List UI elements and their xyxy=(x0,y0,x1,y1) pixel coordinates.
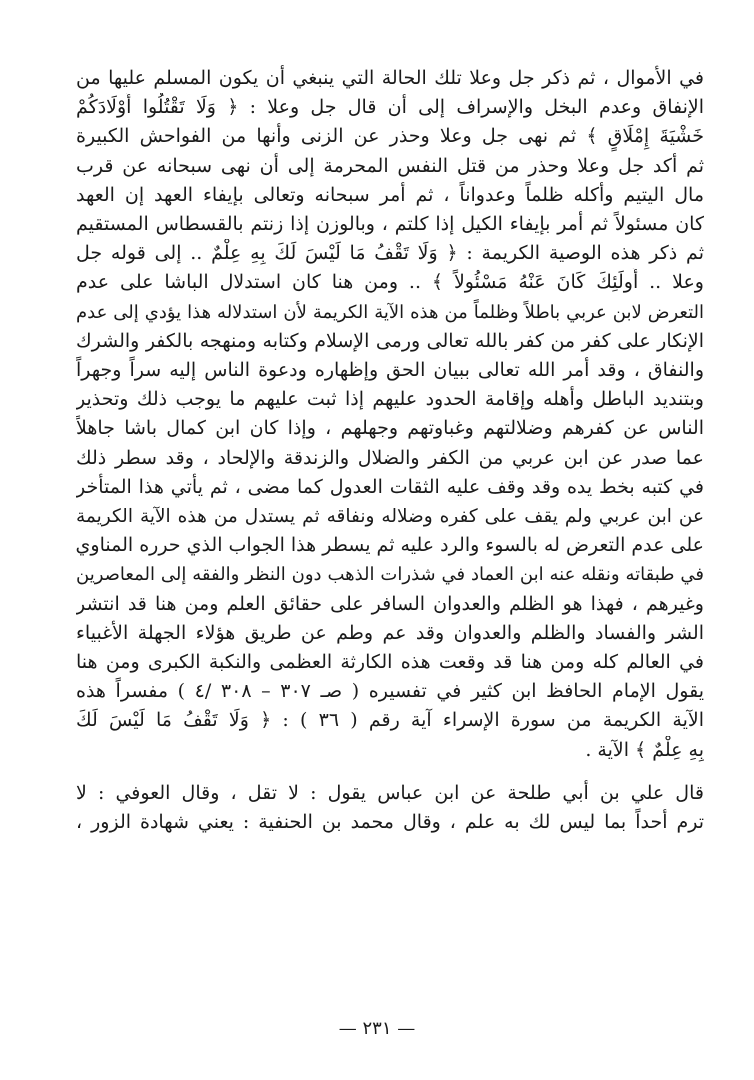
text-line: الإنكار على كفر من كفر بالله تعالى ورمى الإسلام وكتابه ومنهجه بالكفر والشرك xyxy=(76,329,704,352)
text-line: في الأموال ، ثم ذكر جل وعلا تلك الحالة التي ينبغي أن يكون المسلم عليها من xyxy=(76,67,704,89)
text-line: يقول الإمام الحافظ ابن كثير في تفسيره ( صـ ٣٠٧ – ٣٠٨ /٤ ) مفسراً هذه xyxy=(76,680,704,703)
text-line: التعرض لابن عربي باطلاً وظلماً من هذه الآية الكريمة لأن استدلاله هذا يؤدي إلى عدم xyxy=(76,301,704,323)
text-line: الإنفاق وعدم البخل والإسراف إلى أن قال جل وعلا : ﴿ وَلَا تَقْتُلُوا أَوْلَادَكُمْ xyxy=(76,96,704,119)
text-line: وبتنديد الباطل وأهله وإقامة الحدود عليهم إذا ثبت عليهم ما يوجب ذلك وتحذير xyxy=(76,388,704,411)
text-line: ثم أكد جل وعلا وحذر من قتل النفس المحرمة إلى أن نهى سبحانه عن قرب xyxy=(76,154,704,177)
text-line: عما صدر عن ابن عربي من الكفر والضلال والزندقة والإلحاد ، وقد سطر ذلك xyxy=(76,446,704,469)
text-line: والنفاق ، وقد أمر الله تعالى ببيان الحق وإظهاره ودعوة الناس إليه سراً وجهراً xyxy=(76,359,704,382)
text-line: خَشْيَةَ إِمْلَاقٍ ﴾ ثم نهى جل وعلا وحذر عن الزنى وأنها من الفواحش الكبيرة xyxy=(76,125,704,148)
text-line: قال علي بن أبي طلحة عن ابن عباس يقول : لا تقل ، وقال العوفي : لا xyxy=(76,781,704,804)
text-line: في طبقاته ونقله عنه ابن العماد في شذرات الذهب دون النظر والفقه إلى المعاصرين xyxy=(76,564,704,586)
text-line: وغيرهم ، فهذا هو الظلم والعدوان السافر على حقائق العلم ومن هنا قد انتشر xyxy=(76,592,704,615)
text-line: عن ابن عربي ولم يقف على كفره وضلاله ونفاقه ثم يستدل من هذه الآية الكريمة xyxy=(76,506,704,528)
page-number: — ٢٣١ — xyxy=(338,1018,416,1039)
text-line: الشر والفساد والظلم والعدوان وقد عم وطم عن طريق هؤلاء الجهلة الأغبياء xyxy=(76,621,704,644)
text-line: الآية الكريمة من سورة الإسراء آية رقم ( ٣٦ ) : ﴿ وَلَا تَقْفُ مَا لَيْسَ لَكَ xyxy=(76,709,704,732)
text-line: كان مسئولاً ثم أمر بإيفاء الكيل إذا كلتم ، وبالوزن إذا زنتم بالقسطاس المستقيم xyxy=(76,213,704,236)
text-line: ثم ذكر هذه الوصية الكريمة : ﴿ وَلَا تَقْفُ مَا لَيْسَ لَكَ بِهِ عِلْمٌ .. إلى قوله جل xyxy=(76,242,704,265)
text-line: مال اليتيم وأكله ظلماً وعدواناً ، ثم أمر سبحانه وتعالى بإيفاء العهد إن العهد xyxy=(76,183,704,206)
text-line: ترم أحداً بما ليس لك به علم ، وقال محمد بن الحنفية : يعني شهادة الزور ، xyxy=(76,811,704,834)
text-line: في العالم كله ومن هنا قد وقعت هذه الكارثة العظمى والنكبة الكبرى ومن هنا xyxy=(76,651,704,674)
page-body xyxy=(76,64,704,837)
text-line: بِهِ عِلْمٌ ﴾ الآية . xyxy=(585,738,704,761)
text-line: وعلا .. أُولَئِكَ كَانَ عَنْهُ مَسْئُولاً ﴾ .. ومن هنا كان استدلال الباشا على عدم xyxy=(76,271,704,294)
paragraph-1 xyxy=(76,64,704,765)
text-line: على عدم التعرض له بالسوء والرد عليه ثم يسطر هذا الجواب الذي حرره المناوي xyxy=(76,534,704,557)
text-line: في كتبه بخط يده وقد وقف عليه الثقات العدول كما مضى ، ثم يأتي هذا المتأخر xyxy=(76,475,704,498)
paragraph-2 xyxy=(76,779,704,837)
text-line: الناس عن كفرهم وضلالتهم وغباوتهم وجهلهم ، وإذا كان ابن كمال باشا جاهلاً xyxy=(76,417,704,440)
